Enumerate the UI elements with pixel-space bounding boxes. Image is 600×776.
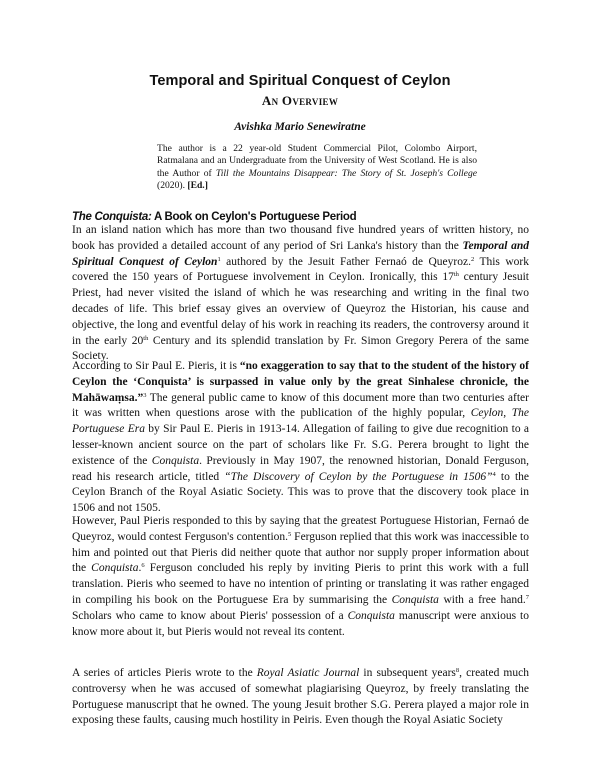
paragraph-text: manuscript were anxious to know more about it, but Pieris would not reveal its content. — [72, 609, 529, 638]
paragraph-text: century Jesuit Priest, had never visited the island of which he was researching and writing in the final two decades of life. This brief essay gives an overview of Queyroz the Historian, his cause and objective, the long and eventful delay of his work in reaching its readers, the controversy around it in the early 20 — [72, 271, 529, 347]
ordinal-suffix: th — [453, 271, 459, 279]
section-heading — [72, 211, 356, 223]
footnote-ref: 7 — [525, 593, 529, 601]
paragraph-text: with a free hand. — [438, 593, 526, 606]
paragraph-text: Scholars who came to know about Pieris' possession of a — [72, 609, 348, 622]
paragraph-text: Century and its splendid translation by Fr. Simon Gregory Perera of the same Society. — [72, 334, 529, 363]
footnote-ref: 8 — [455, 667, 460, 674]
footnote-ref: 5 — [288, 530, 292, 538]
paragraph-text: Ferguson concluded his reply by inviting Pieris to print this work with a full translation. Pieris who seemed to have no intention of printing or translating it was rather engaged in compiling his book on the Portuguese Era by summarising the — [72, 562, 529, 606]
paragraph-text: , created much controversy when he was accused of somewhat plagiarising Queyroz, by freely translating the Portuguese manuscript that he owned. The young Jesuit brother S.G. Perera played a major role in exposing these faults, causing much hostility in Peiris. Even though the Royal Asiatic Society — [72, 667, 529, 727]
editor-note: [Ed.] — [187, 180, 208, 192]
book-title: Conquista — [91, 562, 139, 575]
paragraph-text: In an island nation which has more than two thousand five hundred years of written history, no book has provided a detailed account of any period of Sri Lanka's history than the — [72, 224, 529, 252]
paragraph-text: Ferguson replied that this work was inaccessible to him and pointed out that Pieris did neither quote that author nor supply proper information about the — [72, 530, 529, 575]
paragraph-text: The general public came to know of this document more than two centuries after it was written when questions arose with the publication of the highly popular, — [72, 391, 529, 420]
paragraph-text: . — [138, 562, 142, 575]
footnote-ref: 2 — [470, 255, 475, 263]
section-heading-italic: The Conquista: — [72, 211, 152, 223]
paragraph-text: . Previously in May 1907, the renowned historian, Donald Ferguson, read his research article, titled — [72, 454, 529, 483]
ordinal-suffix: th — [143, 334, 149, 342]
bio-text: The author is a 22 year-old Student Commercial Pilot, Colombo Airport, Ratmalana and an Undergraduate from the University of West Scotland. He is also the Author of — [157, 143, 477, 179]
paragraph-1 — [72, 223, 529, 365]
paragraph-text: A series of articles Pieris wrote to the — [72, 667, 257, 679]
paragraph-text: to the Ceylon Branch of the Royal Asiatic Society. This was to prove that the discovery took place in 1506 and not 1505. — [72, 470, 530, 515]
book-title: Conquista — [151, 454, 200, 467]
bio-book-title: Till the Mountains Disappear: The Story of St. Joseph's College — [215, 167, 477, 179]
paragraph-3 — [72, 514, 529, 640]
article-title-quote: “The Discovery of Ceylon by the Portuguese in 1506” — [224, 470, 493, 483]
book-title: Conquista — [347, 609, 395, 622]
article-title: Temporal and Spiritual Conquest of Ceylon — [149, 73, 451, 89]
paragraph-text: This work covered the 150 years of Portuguese involvement in Ceylon. Ironically, this 17 — [72, 255, 529, 284]
footnote-ref: 6 — [141, 562, 145, 570]
bio-text: (2020). — [157, 180, 188, 192]
footnote-ref: 3 — [143, 391, 147, 399]
paragraph-text: However, Paul Pieris responded to this by saying that the greatest Portuguese Historian, Fernaó de Queyroz, would contest Ferguson's contention. — [72, 515, 529, 543]
paragraph-text: According to Sir Paul E. Pieris, it is — [72, 360, 240, 372]
book-title: Conquista — [391, 593, 439, 606]
book-title: Temporal and Spiritual Conquest of Ceylon — [72, 239, 529, 268]
paragraph-text: in subsequent years — [359, 667, 456, 679]
section-heading-text: A Book on Ceylon's Portuguese Period — [151, 211, 357, 223]
author-name: Avishka Mario Senewiratne — [234, 121, 366, 133]
article-subtitle: An Overview — [261, 93, 339, 108]
journal-title: Royal Asiatic Journal — [256, 667, 360, 679]
quotation: “no exaggeration to say that to the student of the history of Ceylon the ‘Conquista’ is surpassed in value only by the great Sinhalese chronicle, the Mahāwaṃsa.” — [72, 360, 529, 404]
paragraph-4 — [72, 666, 529, 729]
book-title: Ceylon, The Portuguese Era — [72, 407, 530, 436]
author-bio — [157, 143, 477, 193]
footnote-ref: 4 — [492, 470, 496, 478]
paragraph-text: authored by the Jesuit Father Fernaó de Queyroz. — [220, 255, 471, 268]
paragraph-text: by Sir Paul E. Pieris in 1913-14. Allegation of failing to give due recognition to a lesser-known ancient source on the part of scholars like Fr. S.G. Perera brought to light the existence of the — [72, 423, 529, 467]
footnote-ref: 1 — [217, 255, 221, 263]
paragraph-2 — [72, 359, 529, 517]
